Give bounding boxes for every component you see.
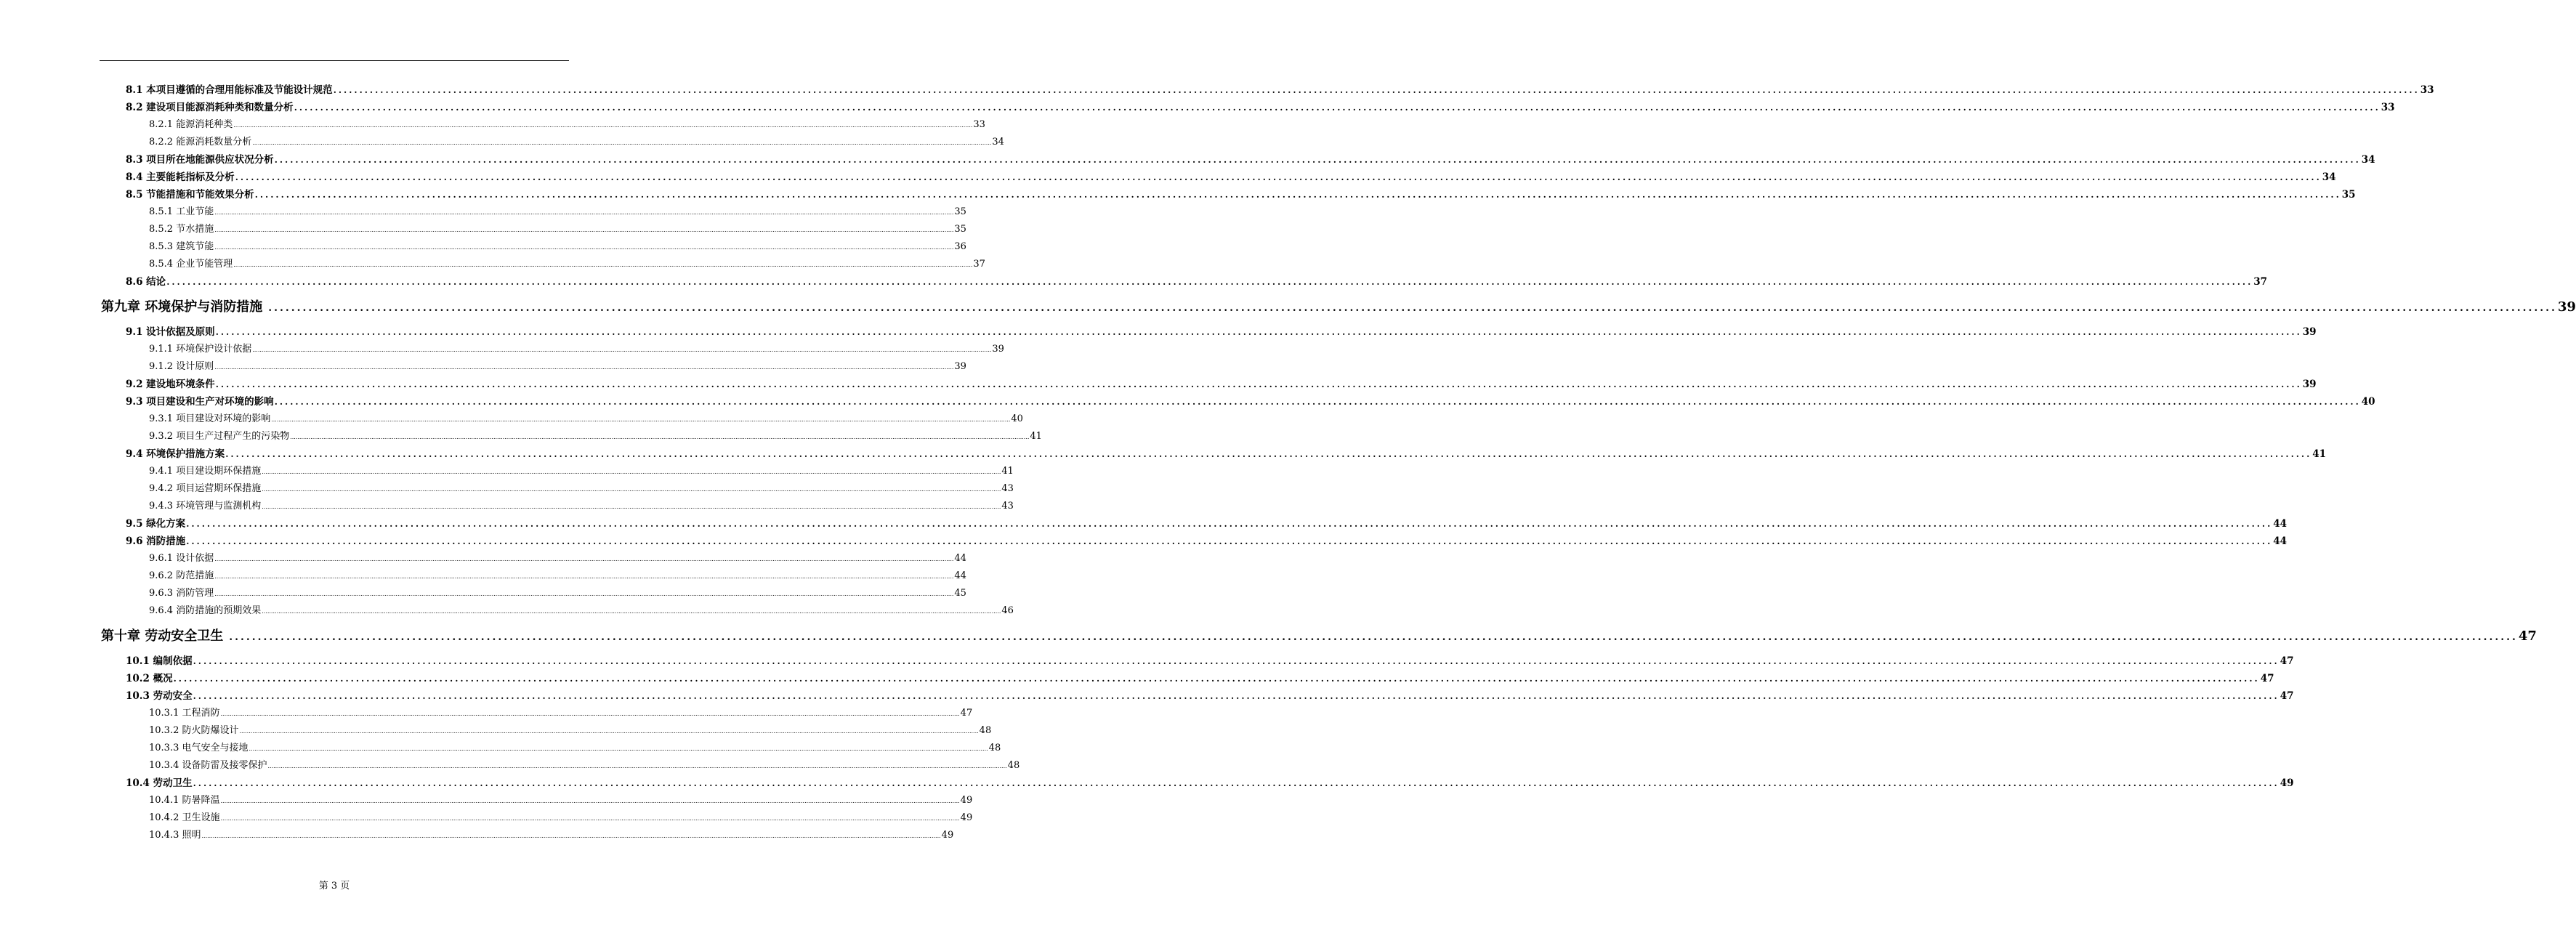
toc-entry-title: 8.6 结论 [126,276,166,288]
toc-entry-title: 8.3 项目所在地能源供应状况分析 [126,154,274,166]
dot-leader: ................................................................................................................................................................................................................................................................................................................................................................................................................ [214,244,954,251]
toc-entry-title: 10.4.2 卫生设施 [149,812,220,823]
toc-entry-title: 10.3.1 工程消防 [149,708,220,719]
toc-entry-page: 39 [2557,299,2576,315]
toc-entry-title: 8.5.4 企业节能管理 [149,259,233,270]
toc-subsection-entry[interactable] [149,428,1042,445]
toc-entry-page: 37 [2253,276,2268,288]
toc-subsection-entry[interactable] [149,792,973,809]
toc-entry-page: 33 [973,119,985,130]
dot-leader: ................................................................................................................................................................................................................................................................................................................................................................................................................ [262,486,1001,493]
toc-entry-title: 9.4.2 项目运营期环保措施 [149,483,262,494]
toc-entry-title: 9.4.3 环境管理与监测机构 [149,501,262,512]
toc-subsection-entry[interactable] [149,221,966,238]
toc-entry-title: 10.4 劳动卫生 [126,777,193,789]
dot-leader: ................................................................................................................................................................................................................................................................................................................................................................................................................ [214,209,954,216]
dot-leader: ................................................................................................................................................................................................................................................................................................................................................................................................................ [252,140,992,146]
toc-entry-title: 10.3.3 电气安全与接地 [149,743,249,753]
toc-entry-title: 9.4 环境保护措施方案 [126,448,225,460]
toc-section-entry[interactable] [126,775,2294,792]
dot-leader: ................................................................................................................................................................................................................................................................................................................................................................................................................ [173,674,2260,684]
toc-subsection-entry[interactable] [149,809,973,827]
toc-subsection-entry[interactable] [149,705,973,722]
dot-leader: ................................................................................................................................................................................................................................................................................................................................................................................................................ [220,798,960,804]
toc-entry-page: 39 [954,361,966,372]
toc-entry-page: 49 [960,795,973,806]
toc-subsection-entry[interactable] [149,411,1023,428]
dot-leader: ................................................................................................................................................................................................................................................................................................................................................................................................................ [229,631,2518,643]
toc-chapter-entry[interactable] [101,625,2537,647]
toc-entry-page: 49 [941,830,954,841]
toc-subsection-entry[interactable] [149,585,966,602]
toc-entry-title: 8.5 节能措施和节能效果分析 [126,189,254,201]
toc-entry-title: 第十章 劳动安全卫生 [101,628,224,644]
dot-leader: ................................................................................................................................................................................................................................................................................................................................................................................................................ [274,155,2361,165]
dot-leader: ................................................................................................................................................................................................................................................................................................................................................................................................................ [267,763,1007,769]
dot-leader: ................................................................................................................................................................................................................................................................................................................................................................................................................ [249,745,988,752]
toc-section-entry[interactable] [126,81,2434,99]
toc-entry-page: 37 [973,259,985,270]
toc-entry-title: 9.1.2 设计原则 [149,361,214,372]
dot-leader: ................................................................................................................................................................................................................................................................................................................................................................................................................ [186,519,2273,529]
dot-leader: ................................................................................................................................................................................................................................................................................................................................................................................................................ [193,691,2280,701]
toc-entry-page: 39 [2302,326,2317,338]
dot-leader: ................................................................................................................................................................................................................................................................................................................................................................................................................ [214,591,954,597]
toc-entry-title: 8.5.1 工业节能 [149,206,214,217]
toc-entry-title: 9.6.3 消防管理 [149,588,214,599]
toc-entry-page: 34 [2322,171,2336,183]
toc-subsection-entry[interactable] [149,116,985,134]
toc-subsection-entry[interactable] [149,602,1014,620]
toc-section-entry[interactable] [126,445,2327,463]
toc-subsection-entry[interactable] [149,256,985,273]
toc-entry-title: 第九章 环境保护与消防措施 [101,299,263,315]
toc-entry-page: 45 [954,588,966,599]
toc-subsection-entry[interactable] [149,238,966,256]
toc-entry-title: 10.4.1 防暑降温 [149,795,220,806]
toc-entry-title: 10.1 编制依据 [126,655,193,667]
toc-entry-page: 40 [1011,413,1023,424]
toc-subsection-entry[interactable] [149,722,992,740]
toc-entry-page: 33 [2381,102,2395,113]
toc-entry-page: 36 [954,241,966,252]
toc-entry-page: 43 [1001,501,1014,512]
toc-entry-title: 10.3.2 防火防爆设计 [149,725,239,736]
toc-section-entry[interactable] [126,186,2356,203]
toc-subsection-entry[interactable] [149,827,954,844]
toc-entry-title: 8.4 主要能耗指标及分析 [126,171,235,183]
toc-entry-title: 10.3.4 设备防雷及接零保护 [149,760,267,771]
dot-leader: ................................................................................................................................................................................................................................................................................................................................................................................................................ [262,608,1001,615]
toc-entry-page: 44 [2273,535,2288,547]
toc-entry-page: 47 [2280,690,2294,702]
dot-leader: ................................................................................................................................................................................................................................................................................................................................................................................................................ [239,728,979,735]
toc-entry-title: 9.1.1 环境保护设计依据 [149,344,252,355]
dot-leader: ................................................................................................................................................................................................................................................................................................................................................................................................................ [220,815,960,822]
toc-entry-title: 10.3 劳动安全 [126,690,193,702]
toc-subsection-entry[interactable] [149,203,966,221]
toc-entry-title: 9.1 设计依据及原则 [126,326,215,338]
dot-leader: ................................................................................................................................................................................................................................................................................................................................................................................................................ [186,536,2273,546]
dot-leader: ................................................................................................................................................................................................................................................................................................................................................................................................................ [193,778,2280,788]
toc-entry-page: 47 [960,708,973,719]
toc-entry-title: 9.3 项目建设和生产对环境的影响 [126,396,274,408]
toc-entry-page: 40 [2361,396,2375,408]
toc-entry-title: 8.2.2 能源消耗数量分析 [149,137,252,147]
toc-entry-page: 35 [2341,189,2356,201]
toc-entry-title: 9.4.1 项目建设期环保措施 [149,466,262,477]
header-rule [100,60,569,61]
toc-entry-page: 41 [1030,431,1042,442]
toc-entry-page: 33 [2420,84,2434,96]
dot-leader: ................................................................................................................................................................................................................................................................................................................................................................................................................ [254,190,2341,200]
toc-entry-title: 8.1 本项目遵循的合理用能标准及节能设计规范 [126,84,333,96]
toc-entry-title: 10.2 概况 [126,673,173,684]
toc-entry-title: 9.6 消防措施 [126,535,186,547]
toc-entry-title: 9.5 绿化方案 [126,518,186,530]
toc-entry-title: 9.6.1 设计依据 [149,553,214,564]
toc-section-entry[interactable] [126,393,2375,411]
dot-leader: ................................................................................................................................................................................................................................................................................................................................................................................................................ [233,122,973,129]
toc-entry-page: 41 [1001,466,1014,477]
dot-leader: ................................................................................................................................................................................................................................................................................................................................................................................................................ [214,573,954,580]
dot-leader: ................................................................................................................................................................................................................................................................................................................................................................................................................ [262,504,1001,510]
dot-leader: ................................................................................................................................................................................................................................................................................................................................................................................................................ [268,302,2557,314]
toc-section-entry[interactable] [126,515,2288,533]
toc-subsection-entry[interactable] [149,358,966,376]
dot-leader: ................................................................................................................................................................................................................................................................................................................................................................................................................ [294,102,2381,113]
toc-entry-page: 35 [954,206,966,217]
toc-subsection-entry[interactable] [149,550,966,567]
dot-leader: ................................................................................................................................................................................................................................................................................................................................................................................................................ [215,327,2302,337]
dot-leader: ................................................................................................................................................................................................................................................................................................................................................................................................................ [214,556,954,562]
toc-subsection-entry[interactable] [149,740,1001,757]
toc-chapter-entry[interactable] [101,296,2576,318]
dot-leader: ................................................................................................................................................................................................................................................................................................................................................................................................................ [193,656,2280,666]
dot-leader: ................................................................................................................................................................................................................................................................................................................................................................................................................ [220,711,960,717]
toc-entry-page: 43 [1001,483,1014,494]
dot-leader: ................................................................................................................................................................................................................................................................................................................................................................................................................ [201,833,941,839]
toc-subsection-entry[interactable] [149,757,1020,775]
toc-subsection-entry[interactable] [149,567,966,585]
toc-section-entry[interactable] [126,169,2336,186]
dot-leader: ................................................................................................................................................................................................................................................................................................................................................................................................................ [290,434,1030,440]
toc-entry-title: 9.3.1 项目建设对环境的影响 [149,413,271,424]
toc-section-entry[interactable] [126,652,2294,670]
toc-entry-page: 47 [2518,628,2537,644]
dot-leader: ................................................................................................................................................................................................................................................................................................................................................................................................................ [271,416,1011,423]
dot-leader: ................................................................................................................................................................................................................................................................................................................................................................................................................ [333,85,2420,95]
toc-entry-page: 35 [954,224,966,235]
toc-entry-page: 44 [954,553,966,564]
toc-entry-page: 47 [2280,655,2294,667]
toc-entry-title: 9.6.2 防范措施 [149,570,214,581]
toc-entry-title: 9.6.4 消防措施的预期效果 [149,605,262,616]
toc-entry-title: 8.2 建设项目能源消耗种类和数量分析 [126,102,294,113]
toc-section-entry[interactable] [126,151,2375,169]
toc-entry-title: 9.3.2 项目生产过程产生的污染物 [149,431,290,442]
toc-subsection-entry[interactable] [149,463,1014,480]
toc-entry-page: 48 [1007,760,1020,771]
toc-entry-page: 39 [992,344,1004,355]
toc-section-entry[interactable] [126,533,2288,550]
toc-entry-title: 10.4.3 照明 [149,830,201,841]
dot-leader: ................................................................................................................................................................................................................................................................................................................................................................................................................ [214,227,954,233]
toc-entry-title: 8.5.2 节水措施 [149,224,214,235]
toc-entry-title: 8.5.3 建筑节能 [149,241,214,252]
toc-subsection-entry[interactable] [149,341,1004,358]
toc-entry-page: 41 [2312,448,2327,460]
dot-leader: ................................................................................................................................................................................................................................................................................................................................................................................................................ [215,379,2302,389]
toc-entry-page: 34 [2361,154,2375,166]
page-number-footer: 第 3 页 [318,881,350,892]
toc-entry-page: 49 [960,812,973,823]
toc-section-entry[interactable] [126,323,2317,341]
dot-leader: ................................................................................................................................................................................................................................................................................................................................................................................................................ [225,449,2312,459]
toc-section-entry[interactable] [126,99,2395,116]
dot-leader: ................................................................................................................................................................................................................................................................................................................................................................................................................ [262,469,1001,475]
toc-entry-page: 47 [2260,673,2274,684]
toc-section-entry[interactable] [126,670,2274,687]
dot-leader: ................................................................................................................................................................................................................................................................................................................................................................................................................ [252,347,992,353]
toc-entry-page: 34 [992,137,1004,147]
toc-subsection-entry[interactable] [149,480,1014,498]
toc-section-entry[interactable] [126,273,2268,291]
dot-leader: ................................................................................................................................................................................................................................................................................................................................................................................................................ [166,277,2253,287]
toc-entry-page: 48 [988,743,1001,753]
toc-section-entry[interactable] [126,376,2317,393]
toc-entry-page: 49 [2280,777,2294,789]
toc-entry-page: 39 [2302,379,2317,390]
toc-section-entry[interactable] [126,687,2294,705]
dot-leader: ................................................................................................................................................................................................................................................................................................................................................................................................................ [274,397,2361,407]
toc-entry-page: 44 [954,570,966,581]
toc-entry-page: 46 [1001,605,1014,616]
dot-leader: ................................................................................................................................................................................................................................................................................................................................................................................................................ [235,172,2322,182]
toc-subsection-entry[interactable] [149,134,1004,151]
toc-entry-page: 48 [979,725,992,736]
toc-entry-page: 44 [2273,518,2288,530]
toc-entry-title: 9.2 建设地环境条件 [126,379,215,390]
table-of-contents [0,81,2576,844]
toc-entry-title: 8.2.1 能源消耗种类 [149,119,233,130]
dot-leader: ................................................................................................................................................................................................................................................................................................................................................................................................................ [233,262,973,268]
toc-subsection-entry[interactable] [149,498,1014,515]
dot-leader: ................................................................................................................................................................................................................................................................................................................................................................................................................ [214,364,954,371]
